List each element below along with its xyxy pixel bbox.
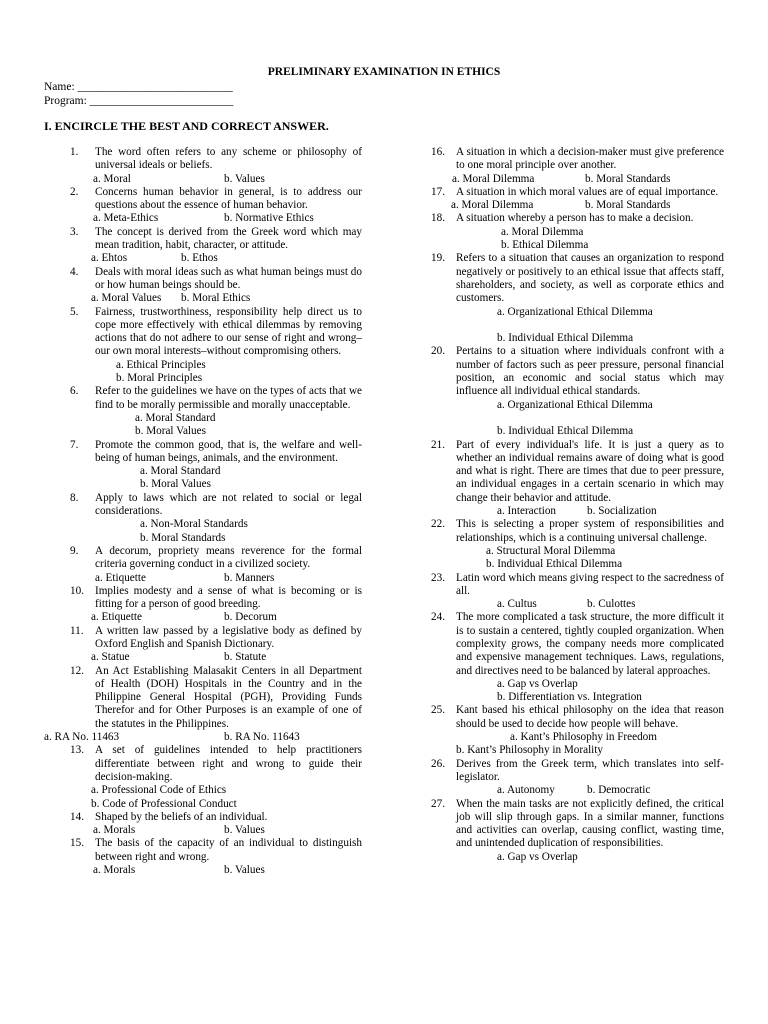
question-17 [406, 186, 724, 213]
option-a[interactable]: a. Moral Dilemma [452, 172, 535, 185]
question-stem: Kant based his ethical philosophy on the idea that reason should be used to decide how people will behave. [456, 704, 724, 730]
exam-title: PRELIMINARY EXAMINATION IN ETHICS [267, 66, 501, 78]
option-a[interactable]: a. Morals [93, 864, 136, 877]
option-a[interactable]: a. Gap vs Overlap [497, 850, 578, 863]
option-b[interactable]: b. RA No. 11643 [224, 731, 300, 744]
option-a[interactable]: a. Moral Standard [140, 465, 221, 478]
option-b[interactable]: b. Moral Standards [585, 172, 671, 185]
question-stem: A written law passed by a legislative body as defined by Oxford English and Spanish Dictionary. [95, 624, 362, 650]
option-b[interactable]: b. Ethical Dilemma [501, 239, 589, 252]
option-b[interactable]: b. Statute [224, 651, 267, 664]
question-stem: Refers to a situation that causes an organization to respond negatively or positively to an ethical issue that affects staff, shareholders, and society, as well as corporate ethics and customers. [456, 252, 724, 305]
question-number: 2. [70, 185, 79, 198]
question-number: 15. [70, 837, 84, 850]
question-number: 22. [431, 518, 445, 531]
question-14 [44, 811, 362, 838]
question-26 [406, 758, 724, 798]
question-number: 20. [431, 345, 445, 358]
question-number: 23. [431, 571, 445, 584]
question-25 [406, 704, 724, 757]
question-stem: A decorum, propriety means reverence for the formal criteria governing conduct in a civilized society. [95, 544, 362, 571]
question-stem: Derives from the Greek term, which translates into self-legislator. [456, 757, 724, 783]
question-13 [44, 744, 362, 810]
question-number: 3. [70, 225, 79, 238]
option-b[interactable]: b. Moral Standards [140, 531, 226, 544]
question-stem: Implies modesty and a sense of what is becoming or is fitting for a person of good breeding. [95, 584, 362, 611]
option-b[interactable]: b. Kant’s Philosophy in Morality [456, 744, 603, 757]
question-12 [44, 665, 362, 745]
question-stem: When the main tasks are not explicitly defined, the critical job will slip through gaps. In a similar manner, functions and activities can overlap, causing conflict, wasting time, and unintended duplication of responsibilities. [456, 797, 724, 850]
question-number: 24. [431, 611, 445, 624]
option-a[interactable]: a. Professional Code of Ethics [91, 784, 227, 797]
question-stem: Shaped by the beliefs of an individual. [95, 810, 268, 823]
question-stem: The more complicated a task structure, the more difficult it is to sustain a centered, tightly coupled organization. When complexity grows, the company needs more complicated and expensive management techniques. Laws, regulations, and directives need to be balanced by lateral approaches. [456, 611, 724, 677]
question-number: 26. [431, 757, 445, 770]
option-a[interactable]: a. Statue [91, 651, 130, 664]
option-a[interactable]: a. Moral Values [91, 292, 162, 305]
question-stem: This is selecting a proper system of responsibilities and relationships, which is a continuing universal challenge. [456, 518, 724, 544]
option-b[interactable]: b. Ethos [181, 252, 218, 265]
option-b[interactable]: b. Code of Professional Conduct [91, 797, 237, 810]
option-b[interactable]: b. Manners [224, 571, 275, 584]
question-number: 18. [431, 212, 445, 225]
option-a[interactable]: a. Moral Dilemma [501, 225, 584, 238]
question-18 [406, 212, 724, 252]
option-a[interactable]: a. Etiquette [91, 611, 142, 624]
question-stem: Apply to laws which are not related to social or legal considerations. [95, 491, 362, 518]
option-a[interactable]: a. Ethical Principles [116, 358, 206, 371]
question-6 [44, 385, 362, 438]
option-b[interactable]: b. Differentiation vs. Integration [497, 691, 642, 704]
question-stem: An Act Establishing Malasakit Centers in all Department of Health (DOH) Hospitals in the Country and in the Philippine General Hospital (PGH), Providing Funds Therefor and for Other Purposes is an example of one of the statutes in the Philippines. [95, 664, 362, 730]
question-3 [44, 226, 362, 266]
option-a[interactable]: a. Non-Moral Standards [140, 518, 248, 531]
question-stem: Refer to the guidelines we have on the types of acts that we find to be morally permissible and morally unacceptable. [95, 385, 362, 411]
question-8 [44, 492, 362, 545]
question-number: 16. [431, 146, 445, 158]
question-stem: Concerns human behavior in general, is to address our questions about the essence of human behavior. [95, 185, 362, 212]
option-b[interactable]: b. Democratic [587, 784, 651, 797]
option-a[interactable]: a. Kant’s Philosophy in Freedom [510, 731, 657, 744]
question-number: 19. [431, 252, 445, 265]
question-21 [406, 439, 724, 519]
question-stem: Promote the common good, that is, the welfare and well-being of human beings, animals, and the environment. [95, 438, 362, 464]
option-a[interactable]: a. Interaction [497, 505, 557, 518]
option-a[interactable]: a. Autonomy [497, 784, 555, 797]
section-heading: I. ENCIRCLE THE BEST AND CORRECT ANSWER. [44, 119, 329, 133]
question-24 [406, 611, 724, 704]
question-stem: A set of guidelines intended to help practitioners differentiate between right and wrong to guide their decision-making. [95, 744, 362, 783]
question-number: 8. [70, 491, 79, 504]
question-number: 4. [70, 265, 79, 278]
option-b[interactable]: b. Normative Ethics [224, 212, 314, 225]
question-number: 6. [70, 385, 79, 398]
option-b[interactable]: b. Decorum [224, 611, 277, 624]
question-5 [44, 306, 362, 386]
right-question-column [406, 146, 724, 864]
question-22 [406, 518, 724, 571]
option-a[interactable]: a. Structural Moral Dilemma [486, 544, 616, 557]
option-a[interactable]: a. Ehtos [91, 252, 128, 265]
question-stem: Deals with moral ideas such as what human beings must do or how human beings should be. [95, 265, 362, 291]
question-stem: A situation whereby a person has to make a decision. [456, 212, 694, 225]
question-stem: Fairness, trustworthiness, responsibility help direct us to cope more effectively with ethical dilemmas by removing actions that do not adhere to our sense of right and wrong–our own moral interests–without compromising others. [95, 305, 362, 358]
question-number: 1. [70, 146, 79, 158]
option-a[interactable]: a. Etiquette [95, 571, 146, 584]
option-a[interactable]: a. Moral Dilemma [451, 199, 534, 212]
question-4 [44, 266, 362, 306]
option-a[interactable]: a. Meta-Ethics [93, 212, 159, 225]
question-stem: The concept is derived from the Greek word which may mean tradition, habit, character, or attitude. [95, 225, 362, 252]
question-number: 12. [70, 664, 84, 677]
option-a[interactable]: a. Organizational Ethical Dilemma [497, 305, 653, 318]
option-a[interactable]: a. Moral Standard [135, 411, 216, 424]
left-question-column [44, 146, 362, 877]
option-b[interactable]: b. Values [224, 864, 265, 877]
question-number: 10. [70, 584, 84, 597]
question-stem: Part of every individual's life. It is just a query as to whether an individual remains aware of doing what is good and what is right. There are times that due to peer pressure, an individual engages in a certain scenario in which may change their behavior and attitude. [456, 438, 724, 504]
option-a[interactable]: a. RA No. 11463 [44, 731, 120, 744]
option-a[interactable]: a. Morals [93, 824, 136, 837]
question-number: 9. [70, 544, 79, 557]
question-number: 25. [431, 704, 445, 717]
option-b[interactable]: b. Moral Ethics [181, 292, 251, 305]
question-number: 27. [431, 797, 445, 810]
option-b[interactable]: b. Socialization [587, 505, 657, 518]
option-b[interactable]: b. Moral Values [140, 478, 211, 491]
question-number: 11. [70, 624, 84, 637]
option-b[interactable]: b. Moral Values [135, 425, 206, 438]
question-number: 17. [431, 185, 445, 198]
option-b[interactable]: b. Values [224, 824, 265, 837]
question-27 [406, 798, 724, 864]
question-number: 21. [431, 438, 445, 451]
option-a[interactable]: a. Cultus [497, 598, 537, 611]
option-a[interactable]: a. Organizational Ethical Dilemma [497, 398, 653, 411]
question-stem: A situation in which moral values are of equal importance. [456, 185, 719, 198]
question-15 [44, 837, 362, 877]
option-b[interactable]: b. Culottes [587, 598, 636, 611]
question-stem: Latin word which means giving respect to the sacredness of all. [456, 571, 724, 597]
program-field: Program: _________________________ [44, 95, 234, 107]
question-stem: A situation in which a decision-maker must give preference to one moral principle over another. [456, 146, 724, 172]
option-b[interactable]: b. Values [224, 172, 265, 185]
question-20 [406, 345, 724, 438]
question-23 [406, 572, 724, 612]
question-stem: The basis of the capacity of an individual to distinguish between right and wrong. [95, 837, 362, 863]
question-stem: Pertains to a situation where individuals confront with a number of factors such as peer pressure, personal financial position, an economic and social status which may influence all individual ethical standards. [456, 345, 724, 398]
option-a[interactable]: a. Gap vs Overlap [497, 677, 578, 690]
question-stem: The word often refers to any scheme or philosophy of universal ideals or beliefs. [95, 146, 362, 172]
question-number: 5. [70, 305, 79, 318]
option-a[interactable]: a. Moral [93, 172, 131, 185]
question-1 [44, 146, 362, 186]
option-b[interactable]: b. Moral Principles [116, 372, 203, 385]
question-number: 14. [70, 810, 84, 823]
question-16 [406, 146, 724, 186]
question-11 [44, 625, 362, 665]
question-9 [44, 545, 362, 585]
name-field: Name: ___________________________ [44, 81, 233, 93]
question-2 [44, 186, 362, 226]
question-19 [406, 252, 724, 345]
question-7 [44, 439, 362, 492]
option-b[interactable]: b. Individual Ethical Dilemma [486, 558, 623, 571]
question-number: 13. [70, 744, 84, 757]
option-b[interactable]: b. Individual Ethical Dilemma [497, 425, 634, 438]
question-10 [44, 585, 362, 625]
option-b[interactable]: b. Individual Ethical Dilemma [497, 332, 634, 345]
question-number: 7. [70, 438, 79, 451]
option-b[interactable]: b. Moral Standards [585, 199, 671, 212]
